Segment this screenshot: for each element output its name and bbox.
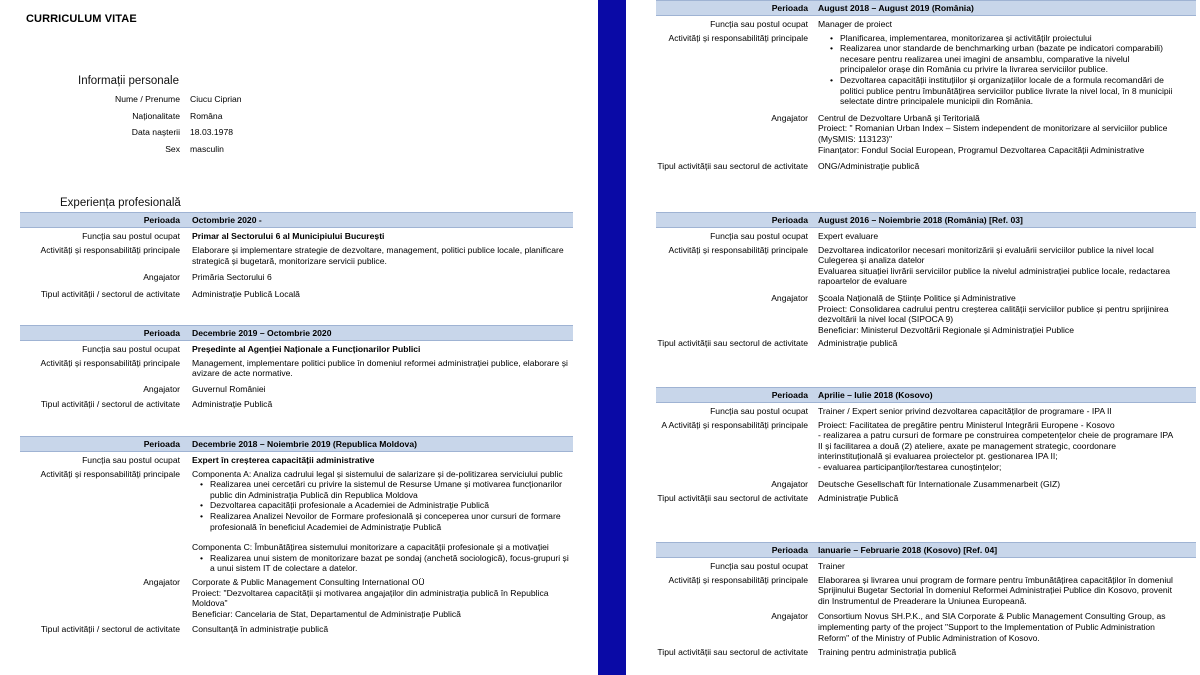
employer-value: Guvernul României <box>192 383 266 394</box>
activities-row <box>20 245 573 266</box>
function-value: Trainer / Expert senior privind dezvoltarea capacităților de programare - IPA II <box>818 406 1112 416</box>
employer-value: Primăria Sectorului 6 <box>192 272 272 283</box>
component-a-list <box>198 479 573 532</box>
period-bar <box>656 0 1196 16</box>
activities-value <box>818 245 1178 287</box>
period-label: Perioada <box>771 545 808 555</box>
period-label: Perioada <box>143 439 180 449</box>
personal-row-birthdate <box>0 127 598 139</box>
function-row <box>656 231 1196 242</box>
employer-value: Deutsche Gesellschaft für Internationale Zusammenarbeit (GIZ) <box>818 478 1061 489</box>
employer-row <box>656 611 1196 643</box>
period-bar <box>20 212 573 228</box>
function-label: Funcția sau postul ocupat <box>82 231 180 241</box>
job-entry <box>656 0 1196 181</box>
function-label: Funcția sau postul ocupat <box>82 344 180 354</box>
period-bar <box>656 387 1196 403</box>
cv-page-left <box>0 0 598 675</box>
sector-label: Tipul activității sau sectorul de activitate <box>657 647 808 658</box>
activities-list <box>828 33 1174 107</box>
list-item: • Dezvoltarea capacității instituțiilor și organizațiilor locale de a formula recomandări de politici publice pentru îmbunătățirea serviciilor publice livrate la nivel local, în 8 municipii selectate dintre principalele municipii din România. <box>828 75 1174 107</box>
cv-title: CURRICULUM VITAE <box>26 13 137 25</box>
personal-value: Ciucu Ciprian <box>190 94 242 104</box>
activities-label: Activități și responsabilități principale <box>40 245 180 255</box>
period-value: Aprilie – Iulie 2018 (Kosovo) <box>818 390 933 400</box>
function-value: Trainer <box>818 561 845 571</box>
period-label: Perioada <box>771 215 808 225</box>
period-value: Decembrie 2019 – Octombrie 2020 <box>192 328 332 338</box>
function-label: Funcția sau postul ocupat <box>710 561 808 571</box>
function-row <box>656 561 1196 572</box>
activities-value: Elaborare și implementare strategie de dezvoltare, management, politici publice locale, planificare strategică și bugetară, monitorizare servicii publice. <box>192 245 564 266</box>
activities-row <box>20 469 573 574</box>
activities-row <box>656 575 1196 607</box>
period-bar <box>656 212 1196 228</box>
sector-value: Administrație Publică <box>818 493 899 504</box>
employer-value <box>818 113 1178 155</box>
activity-line: Dezvoltarea indicatorilor necesari monitorizării și evaluării serviciilor publice la nivel local <box>818 244 1154 255</box>
component-c-list <box>198 553 573 574</box>
employer-row <box>20 272 573 283</box>
activities-value <box>192 469 573 574</box>
period-value: Decembrie 2018 – Noiembrie 2019 (Republica Moldova) <box>192 439 417 449</box>
personal-value: masculin <box>190 144 224 154</box>
employer-line: Centrul de Dezvoltare Urbană și Teritorială <box>818 112 980 123</box>
period-label: Perioada <box>143 215 180 225</box>
activities-label: Activități și responsabilități principale <box>668 244 808 255</box>
list-item: • Realizarea Analizei Nevoilor de Formare profesională și conceperea unor cursuri de formare profesională în beneficiul Academiei de Administrație Publică <box>198 511 573 532</box>
sector-row <box>656 161 1196 181</box>
period-label: Perioada <box>143 328 180 338</box>
job-entry <box>656 212 1196 358</box>
employer-row <box>20 384 573 395</box>
activity-line: Culegerea și analiza datelor <box>818 255 925 266</box>
sector-value: Administrație publică <box>818 338 898 349</box>
employer-label: Angajator <box>771 478 808 489</box>
component-c-heading: Componenta C: Îmbunătățirea sistemului monitorizare a capacității profesionale și a motivației <box>192 542 549 553</box>
employer-value: Consortium Novus SH.P.K., and SIA Corporate & Public Management Consulting Group, as implementing party of the project "Support to the Implementation of Public Administration Reform" of the Ministry of Public Administration of Kosovo. <box>818 611 1166 643</box>
personal-label: Nume / Prenume <box>115 94 180 104</box>
sector-label: Tipul activității sau sectorul de activitate <box>657 493 808 504</box>
function-value: Președinte al Agenției Naționale a Funcționarilor Publici <box>192 344 421 354</box>
component-a-heading: Componenta A: Analiza cadrului legal și sistemului de salarizare și de-politizarea serviciului public <box>192 468 563 479</box>
personal-info-heading: Informații personale <box>78 75 179 87</box>
function-value: Expert evaluare <box>818 231 879 241</box>
activity-line: Evaluarea situației livrării serviciilor publice la nivelul administrației publice locale, redactarea rapoartelor de evaluare <box>818 265 1171 287</box>
period-bar <box>656 542 1196 558</box>
activities-value: Management, implementare politici publice în domeniul reformei administrației publice, elaborare și avizare de acte normative. <box>192 357 568 379</box>
function-label: Funcția sau postul ocupat <box>710 231 808 241</box>
job-entry <box>656 387 1196 513</box>
period-value: Octombrie 2020 - <box>192 215 262 225</box>
period-label: Perioada <box>771 3 808 13</box>
job-entry <box>20 325 573 410</box>
function-value: Primar al Sectorului 6 al Municipiului București <box>192 231 385 241</box>
period-bar <box>20 325 573 341</box>
personal-row-nationality <box>0 111 598 123</box>
sector-value: ONG/Administrație publică <box>818 161 920 172</box>
personal-value: Româna <box>190 111 223 121</box>
period-bar <box>20 436 573 452</box>
activity-line: Proiect: Facilitatea de pregătire pentru Ministerul Integrării Europene - Kosovo <box>818 419 1115 430</box>
employer-value <box>818 293 1178 335</box>
activities-row <box>20 358 573 379</box>
employer-row <box>20 577 573 619</box>
function-row <box>656 19 1196 30</box>
personal-row-sex <box>0 144 598 156</box>
employer-row <box>656 113 1196 155</box>
employer-line: Beneficiar: Cancelaria de Stat, Departamentul de Administrație Publică <box>192 608 461 619</box>
sector-row <box>20 624 573 635</box>
employer-line: Beneficiar: Ministerul Dezvoltării Regionale și Administrației Publice <box>818 324 1075 335</box>
activities-label: Activități și responsabilități principale <box>668 32 808 43</box>
personal-value: 18.03.1978 <box>190 127 234 137</box>
activities-label: A Activități și responsabilități principale <box>661 419 808 430</box>
experience-heading: Experiența profesională <box>60 197 181 209</box>
activities-row <box>656 33 1196 107</box>
period-value: August 2016 – Noiembrie 2018 (România) [Ref. 03] <box>818 215 1023 225</box>
function-label: Funcția sau postul ocupat <box>82 455 180 465</box>
activities-value <box>818 420 1178 473</box>
employer-row <box>656 293 1196 335</box>
job-entry <box>20 436 573 635</box>
job-entry <box>656 542 1196 658</box>
activities-label: Activități și responsabilități principale <box>40 468 180 479</box>
employer-line: Corporate & Public Management Consulting International OÜ <box>192 576 425 587</box>
personal-row-name <box>0 94 598 106</box>
employer-line: Proiect: "Dezvoltarea capacității și motivarea angajaților din administrația publică în Republica Moldova" <box>192 587 549 609</box>
employer-line: Școala Națională de Științe Politice și Administrative <box>818 292 1016 303</box>
sector-row <box>656 647 1196 658</box>
period-value: August 2018 – August 2019 (România) <box>818 3 974 13</box>
sector-label: Tipul activității / sectorul de activitate <box>40 288 180 299</box>
employer-label: Angajator <box>771 292 808 303</box>
sector-label: Tipul activității sau sectorul de activitate <box>657 161 808 172</box>
employer-value <box>192 577 573 619</box>
function-value: Manager de proiect <box>818 19 893 29</box>
function-value: Expert în creșterea capacității administrative <box>192 455 375 465</box>
employer-row <box>656 479 1196 490</box>
employer-label: Angajator <box>771 112 808 123</box>
job-entry <box>20 212 573 299</box>
function-row <box>20 455 573 466</box>
sector-row <box>656 338 1196 358</box>
function-row <box>20 344 573 355</box>
list-item: • Planificarea, implementarea, monitorizarea și activitățilr proiectului <box>828 33 1174 44</box>
list-item: • Dezvoltarea capacității profesionale a Academiei de Administrație Publică <box>198 500 573 511</box>
personal-label: Sex <box>165 144 180 154</box>
sector-row <box>20 289 573 300</box>
cv-page-right <box>626 0 1200 675</box>
activities-row <box>656 420 1196 473</box>
employer-label: Angajator <box>143 576 180 587</box>
sector-row <box>20 399 573 410</box>
function-label: Funcția sau postul ocupat <box>710 406 808 416</box>
page-divider <box>598 0 626 675</box>
employer-line: Finanțator: Fondul Social European, Programul Dezvoltarea Capacității Administrative <box>818 144 1145 155</box>
sector-row <box>656 493 1196 513</box>
list-item: • Realizarea unui sistem de monitorizare bazat pe sondaj (anchetă sociologică), focus-grupuri și a unui sistem IT de colectare a datelor. <box>198 553 573 574</box>
employer-label: Angajator <box>143 272 180 283</box>
personal-label: Naționalitate <box>132 111 180 121</box>
activities-label: Activități și responsabilități principale <box>40 357 180 368</box>
employer-line: Proiect: Consolidarea cadrului pentru creșterea calității serviciilor publice și pentru sprijinirea dezvoltării la nivel local (SIPOCA 9) <box>818 303 1169 325</box>
function-row <box>656 406 1196 417</box>
function-row <box>20 231 573 242</box>
activity-line: - realizarea a patru cursuri de formare pe construirea competențelor cheie de programare IPA II și facilitarea a două (2) ateliere, axate pe management strategic, coordonare interinstituțională și evaluarea proiectelor pt. gestionarea IPA II; <box>818 430 1173 462</box>
sector-label: Tipul activității sau sectorul de activitate <box>657 338 808 349</box>
sector-value: Consultanță în administrație publică <box>192 624 329 635</box>
personal-label: Data nașterii <box>131 127 180 137</box>
activities-row <box>656 245 1196 287</box>
sector-value: Administrație Publică <box>192 399 273 410</box>
sector-label: Tipul activității / sectorul de activitate <box>40 624 180 635</box>
employer-line: Proiect: " Romanian Urban Index – Sistem independent de monitorizare al serviciilor publice (MySMIS: 113123)" <box>818 123 1168 144</box>
employer-label: Angajator <box>143 383 180 394</box>
period-label: Perioada <box>771 390 808 400</box>
period-value: Ianuarie – Februarie 2018 (Kosovo) [Ref. 04] <box>818 545 998 555</box>
activity-line: - evaluarea participanților/testarea cunoștințelor; <box>818 461 1002 472</box>
activities-value: Elaborarea și livrarea unui program de formare pentru îmbunătățirea capacităților în domeniul Sprijinului Bugetar Sectorial în domeniul Reformei Administrației Publice din Kosovo, provenit din Instrumentul de Preaderare la Uniunea Europeană. <box>818 574 1173 606</box>
employer-label: Angajator <box>771 611 808 622</box>
activities-label: Activități și responsabilități principale <box>668 574 808 585</box>
sector-value: Administrație Publică Locală <box>192 288 300 299</box>
list-item: • Realizarea unei cercetări cu privire la sistemul de Resurse Umane și motivarea funcționarilor public din Administrația Publică din Republica Moldova <box>198 479 573 500</box>
sector-label: Tipul activității / sectorul de activitate <box>40 399 180 410</box>
function-label: Funcția sau postul ocupat <box>710 19 808 29</box>
sector-value: Training pentru administrația publică <box>818 647 957 658</box>
list-item: • Realizarea unor standarde de benchmarking urban (bazate pe indicatori comparabili) necesare pentru realizarea unei imagini de ansamblu, comparative la nivelul principalelor orașe din România cu privire la livrarea serviciilor publice. <box>828 43 1174 75</box>
